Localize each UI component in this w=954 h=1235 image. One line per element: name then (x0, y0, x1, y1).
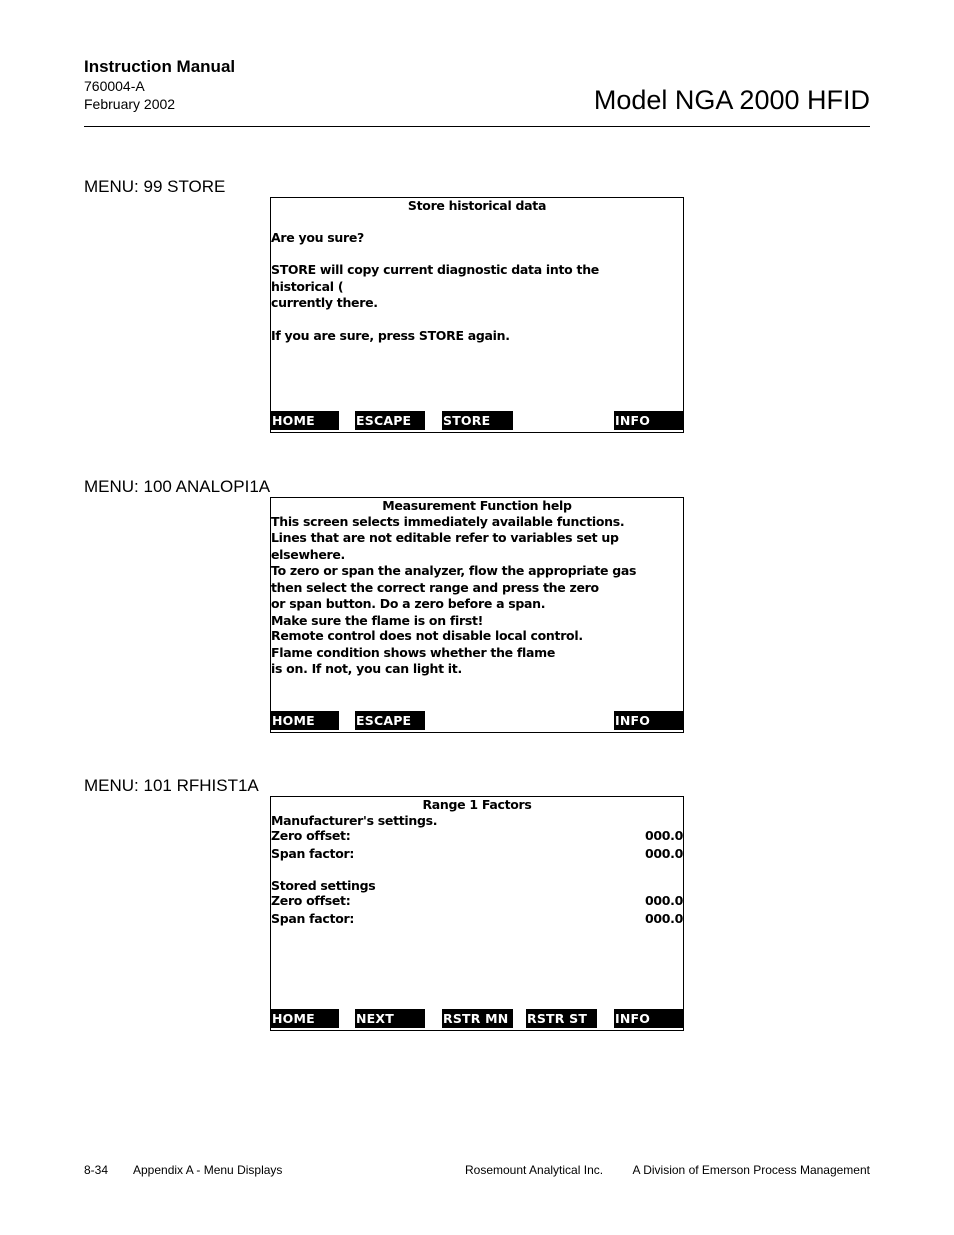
screen-text-line: Remote control does not disable local control. (271, 628, 583, 643)
model-title: Model NGA 2000 HFID (593, 85, 870, 115)
screen-text-line: elsewhere. (271, 547, 345, 562)
page-number: 8-34 (84, 1163, 109, 1177)
header-divider (84, 126, 870, 127)
softkey-home[interactable]: HOME (271, 711, 339, 730)
footer-company: Rosemount Analytical Inc. (465, 1163, 604, 1177)
zero-offset-label: Zero offset: (271, 828, 351, 843)
span-factor-value[interactable]: 000.0 (644, 911, 683, 926)
softkey-restore-stored[interactable]: RSTR ST (526, 1009, 597, 1028)
manual-title: Instruction Manual (84, 57, 236, 76)
range-factors-screen (270, 796, 684, 1031)
measurement-help-screen (270, 497, 684, 733)
store-screen (270, 197, 684, 433)
softkey-escape[interactable]: ESCAPE (355, 711, 425, 730)
screen-text-line: Are you sure? (271, 230, 364, 245)
document-number: 760004-A (84, 78, 145, 94)
screen-text-line: If you are sure, press STORE again. (271, 328, 510, 343)
span-factor-label: Span factor: (271, 846, 355, 861)
span-factor-value[interactable]: 000.0 (644, 846, 683, 861)
screen-text-line: currently there. (271, 295, 378, 310)
screen-text-line: historical ( (271, 279, 344, 294)
menu-label-analopi1a: MENU: 100 ANALOPI1A (84, 477, 271, 496)
screen-text-line: Lines that are not editable refer to variables set up (271, 530, 619, 545)
screen-text-line: is on. If not, you can light it. (271, 661, 462, 676)
manufacturer-settings-heading: Manufacturer's settings. (271, 813, 438, 828)
softkey-info[interactable]: INFO (614, 1009, 683, 1028)
softkey-home[interactable]: HOME (271, 1009, 339, 1028)
zero-offset-value[interactable]: 000.0 (644, 828, 683, 843)
document-date: February 2002 (84, 96, 176, 112)
stored-settings-heading: Stored settings (271, 878, 376, 893)
softkey-home[interactable]: HOME (271, 411, 339, 430)
screen-text-line: then select the correct range and press the zero (271, 580, 599, 595)
softkey-escape[interactable]: ESCAPE (355, 411, 425, 430)
menu-label-store: MENU: 99 STORE (84, 177, 226, 196)
screen-title: Store historical data (407, 198, 547, 213)
footer-section: Appendix A - Menu Displays (133, 1163, 283, 1177)
softkey-store[interactable]: STORE (442, 411, 513, 430)
screen-title: Measurement Function help (382, 498, 572, 513)
footer-division: A Division of Emerson Process Management (632, 1163, 870, 1177)
screen-text-line: This screen selects immediately available functions. (271, 514, 625, 529)
softkey-restore-manufacturer[interactable]: RSTR MN (442, 1009, 513, 1028)
screen-text-line: or span button. Do a zero before a span. (271, 596, 546, 611)
document-header (84, 57, 235, 113)
softkey-info[interactable]: INFO (614, 411, 683, 430)
softkey-info[interactable]: INFO (614, 711, 683, 730)
softkey-next[interactable]: NEXT (355, 1009, 425, 1028)
zero-offset-value[interactable]: 000.0 (644, 893, 683, 908)
screen-text-line: Flame condition shows whether the flame (271, 645, 556, 660)
zero-offset-label: Zero offset: (271, 893, 351, 908)
screen-text-line: STORE will copy current diagnostic data into the (271, 262, 599, 277)
screen-text-line: To zero or span the analyzer, flow the appropriate gas (271, 563, 637, 578)
span-factor-label: Span factor: (271, 911, 355, 926)
screen-title: Range 1 Factors (422, 797, 532, 812)
menu-label-rfhist1a: MENU: 101 RFHIST1A (84, 776, 259, 795)
screen-text-line: Make sure the flame is on first! (271, 613, 484, 628)
